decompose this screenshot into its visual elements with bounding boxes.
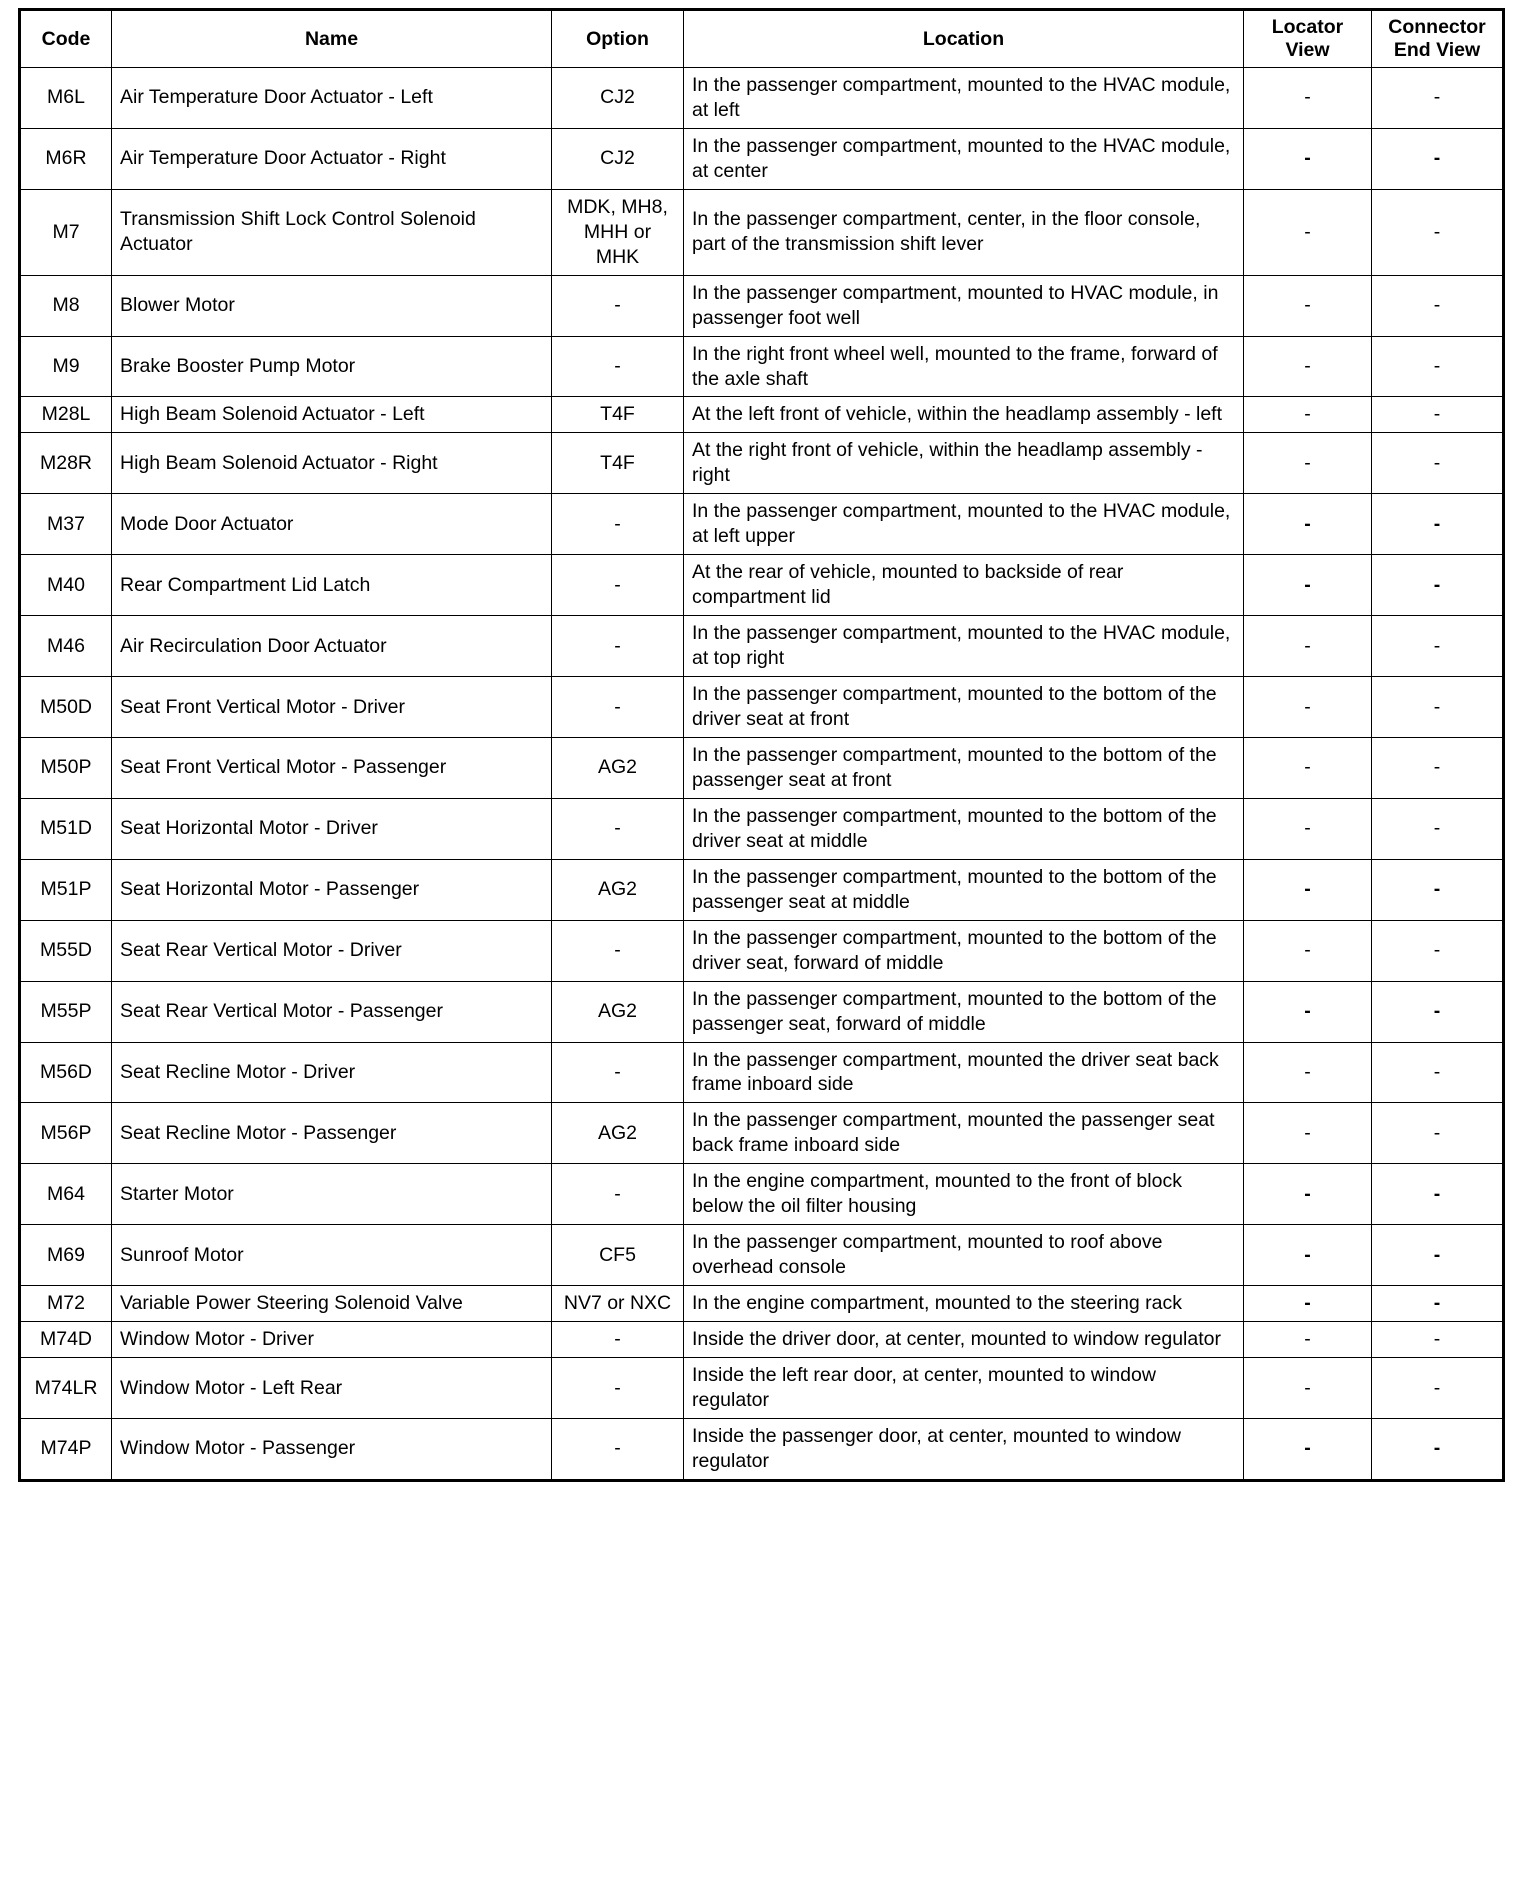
table-row bbox=[20, 68, 1504, 129]
cell-code: M50P bbox=[20, 737, 112, 798]
cell-option: CJ2 bbox=[552, 68, 684, 129]
cell-location: In the passenger compartment, center, in the floor console, part of the transmission shift lever bbox=[684, 189, 1244, 275]
cell-option: AG2 bbox=[552, 859, 684, 920]
cell-name: Air Temperature Door Actuator - Left bbox=[112, 68, 552, 129]
cell-locator-view: - bbox=[1244, 336, 1372, 397]
cell-location: Inside the driver door, at center, mounted to window regulator bbox=[684, 1322, 1244, 1358]
cell-locator-view: - bbox=[1244, 920, 1372, 981]
cell-connector-end-view: - bbox=[1372, 1358, 1504, 1419]
table-row bbox=[20, 1322, 1504, 1358]
cell-name: Seat Front Vertical Motor - Passenger bbox=[112, 737, 552, 798]
cell-name: Seat Rear Vertical Motor - Driver bbox=[112, 920, 552, 981]
cell-location: In the passenger compartment, mounted to the HVAC module, at center bbox=[684, 128, 1244, 189]
cell-code: M74D bbox=[20, 1322, 112, 1358]
cell-name: Window Motor - Passenger bbox=[112, 1418, 552, 1480]
cell-code: M56D bbox=[20, 1042, 112, 1103]
cell-connector-end-view: - bbox=[1372, 859, 1504, 920]
cell-connector-end-view: - bbox=[1372, 920, 1504, 981]
cell-code: M7 bbox=[20, 189, 112, 275]
cell-name: Window Motor - Left Rear bbox=[112, 1358, 552, 1419]
cell-connector-end-view: - bbox=[1372, 128, 1504, 189]
table-row bbox=[20, 737, 1504, 798]
cell-connector-end-view: - bbox=[1372, 1225, 1504, 1286]
cell-option: - bbox=[552, 1358, 684, 1419]
cell-name: Window Motor - Driver bbox=[112, 1322, 552, 1358]
table-row bbox=[20, 798, 1504, 859]
cell-location: In the passenger compartment, mounted to the bottom of the driver seat at front bbox=[684, 677, 1244, 738]
cell-code: M6R bbox=[20, 128, 112, 189]
table-row bbox=[20, 397, 1504, 433]
cell-locator-view: - bbox=[1244, 1225, 1372, 1286]
cell-code: M37 bbox=[20, 494, 112, 555]
cell-location: In the passenger compartment, mounted the passenger seat back frame inboard side bbox=[684, 1103, 1244, 1164]
cell-option: - bbox=[552, 555, 684, 616]
cell-connector-end-view: - bbox=[1372, 1286, 1504, 1322]
cell-connector-end-view: - bbox=[1372, 189, 1504, 275]
column-header-name: Name bbox=[112, 10, 552, 68]
cell-locator-view: - bbox=[1244, 737, 1372, 798]
cell-name: Starter Motor bbox=[112, 1164, 552, 1225]
locator-view-line-1: Locator bbox=[1271, 16, 1344, 38]
cell-option: CJ2 bbox=[552, 128, 684, 189]
cell-location: In the passenger compartment, mounted to the bottom of the passenger seat at middle bbox=[684, 859, 1244, 920]
table-header bbox=[20, 10, 1504, 68]
cell-option: - bbox=[552, 1322, 684, 1358]
cell-connector-end-view: - bbox=[1372, 1164, 1504, 1225]
table-row bbox=[20, 1164, 1504, 1225]
cell-code: M55D bbox=[20, 920, 112, 981]
cell-connector-end-view: - bbox=[1372, 336, 1504, 397]
cell-location: In the engine compartment, mounted to the front of block below the oil filter housing bbox=[684, 1164, 1244, 1225]
cell-code: M9 bbox=[20, 336, 112, 397]
cell-locator-view: - bbox=[1244, 1103, 1372, 1164]
table-row bbox=[20, 1103, 1504, 1164]
cell-locator-view: - bbox=[1244, 1164, 1372, 1225]
column-header-connector-end-view bbox=[1372, 10, 1504, 68]
cell-location: In the passenger compartment, mounted to the bottom of the driver seat at middle bbox=[684, 798, 1244, 859]
cell-locator-view: - bbox=[1244, 616, 1372, 677]
cell-connector-end-view: - bbox=[1372, 1418, 1504, 1480]
table-row bbox=[20, 1358, 1504, 1419]
cell-option: - bbox=[552, 1418, 684, 1480]
cell-code: M74P bbox=[20, 1418, 112, 1480]
table-row bbox=[20, 920, 1504, 981]
cell-name: Air Temperature Door Actuator - Right bbox=[112, 128, 552, 189]
table-row bbox=[20, 555, 1504, 616]
cell-locator-view: - bbox=[1244, 397, 1372, 433]
cell-code: M40 bbox=[20, 555, 112, 616]
cell-option: NV7 or NXC bbox=[552, 1286, 684, 1322]
cell-option: T4F bbox=[552, 397, 684, 433]
cell-name: Seat Front Vertical Motor - Driver bbox=[112, 677, 552, 738]
cell-code: M72 bbox=[20, 1286, 112, 1322]
table-row bbox=[20, 859, 1504, 920]
table-row bbox=[20, 433, 1504, 494]
connector-end-view-line-1: Connector bbox=[1388, 16, 1486, 38]
cell-option: - bbox=[552, 494, 684, 555]
cell-connector-end-view: - bbox=[1372, 677, 1504, 738]
cell-locator-view: - bbox=[1244, 1358, 1372, 1419]
cell-location: In the passenger compartment, mounted to the bottom of the passenger seat, forward of middle bbox=[684, 981, 1244, 1042]
cell-option: - bbox=[552, 275, 684, 336]
table-body bbox=[20, 68, 1504, 1481]
cell-code: M51P bbox=[20, 859, 112, 920]
cell-option: - bbox=[552, 920, 684, 981]
cell-locator-view: - bbox=[1244, 981, 1372, 1042]
cell-locator-view: - bbox=[1244, 275, 1372, 336]
cell-code: M56P bbox=[20, 1103, 112, 1164]
table-row bbox=[20, 1418, 1504, 1480]
cell-connector-end-view: - bbox=[1372, 616, 1504, 677]
column-header-option: Option bbox=[552, 10, 684, 68]
cell-connector-end-view: - bbox=[1372, 1103, 1504, 1164]
cell-location: In the passenger compartment, mounted to the HVAC module, at left bbox=[684, 68, 1244, 129]
table-row bbox=[20, 616, 1504, 677]
cell-location: In the passenger compartment, mounted to the bottom of the driver seat, forward of middle bbox=[684, 920, 1244, 981]
cell-option: AG2 bbox=[552, 1103, 684, 1164]
cell-locator-view: - bbox=[1244, 1042, 1372, 1103]
cell-option: - bbox=[552, 616, 684, 677]
cell-option: - bbox=[552, 798, 684, 859]
cell-option: AG2 bbox=[552, 981, 684, 1042]
cell-code: M8 bbox=[20, 275, 112, 336]
cell-locator-view: - bbox=[1244, 494, 1372, 555]
cell-option: - bbox=[552, 677, 684, 738]
cell-code: M69 bbox=[20, 1225, 112, 1286]
cell-option: AG2 bbox=[552, 737, 684, 798]
cell-locator-view: - bbox=[1244, 798, 1372, 859]
cell-location: Inside the passenger door, at center, mounted to window regulator bbox=[684, 1418, 1244, 1480]
column-header-code: Code bbox=[20, 10, 112, 68]
cell-connector-end-view: - bbox=[1372, 981, 1504, 1042]
table-row bbox=[20, 1286, 1504, 1322]
cell-name: Seat Recline Motor - Passenger bbox=[112, 1103, 552, 1164]
cell-name: Transmission Shift Lock Control Solenoid Actuator bbox=[112, 189, 552, 275]
cell-location: In the passenger compartment, mounted to HVAC module, in passenger foot well bbox=[684, 275, 1244, 336]
cell-connector-end-view: - bbox=[1372, 798, 1504, 859]
cell-location: In the right front wheel well, mounted to the frame, forward of the axle shaft bbox=[684, 336, 1244, 397]
cell-locator-view: - bbox=[1244, 128, 1372, 189]
table-row bbox=[20, 1225, 1504, 1286]
cell-location: Inside the left rear door, at center, mounted to window regulator bbox=[684, 1358, 1244, 1419]
cell-code: M74LR bbox=[20, 1358, 112, 1419]
cell-location: In the engine compartment, mounted to the steering rack bbox=[684, 1286, 1244, 1322]
cell-code: M64 bbox=[20, 1164, 112, 1225]
cell-code: M50D bbox=[20, 677, 112, 738]
cell-locator-view: - bbox=[1244, 677, 1372, 738]
cell-option: MDK, MH8, MHH or MHK bbox=[552, 189, 684, 275]
cell-location: At the right front of vehicle, within the headlamp assembly - right bbox=[684, 433, 1244, 494]
cell-name: Sunroof Motor bbox=[112, 1225, 552, 1286]
cell-location: At the rear of vehicle, mounted to backside of rear compartment lid bbox=[684, 555, 1244, 616]
cell-name: Air Recirculation Door Actuator bbox=[112, 616, 552, 677]
cell-name: High Beam Solenoid Actuator - Right bbox=[112, 433, 552, 494]
cell-location: In the passenger compartment, mounted to the HVAC module, at left upper bbox=[684, 494, 1244, 555]
cell-option: CF5 bbox=[552, 1225, 684, 1286]
cell-locator-view: - bbox=[1244, 1286, 1372, 1322]
table-row bbox=[20, 494, 1504, 555]
cell-connector-end-view: - bbox=[1372, 397, 1504, 433]
table-row bbox=[20, 981, 1504, 1042]
cell-locator-view: - bbox=[1244, 555, 1372, 616]
cell-option: T4F bbox=[552, 433, 684, 494]
component-locations-table bbox=[18, 8, 1505, 1482]
cell-name: Variable Power Steering Solenoid Valve bbox=[112, 1286, 552, 1322]
table-row bbox=[20, 1042, 1504, 1103]
cell-code: M28R bbox=[20, 433, 112, 494]
cell-code: M46 bbox=[20, 616, 112, 677]
cell-option: - bbox=[552, 336, 684, 397]
cell-name: Seat Horizontal Motor - Passenger bbox=[112, 859, 552, 920]
cell-code: M55P bbox=[20, 981, 112, 1042]
column-header-location: Location bbox=[684, 10, 1244, 68]
cell-location: In the passenger compartment, mounted to the bottom of the passenger seat at front bbox=[684, 737, 1244, 798]
locator-view-line-2: View bbox=[1285, 39, 1330, 61]
cell-locator-view: - bbox=[1244, 68, 1372, 129]
cell-locator-view: - bbox=[1244, 189, 1372, 275]
connector-end-view-line-2: End View bbox=[1393, 39, 1481, 61]
cell-name: Seat Recline Motor - Driver bbox=[112, 1042, 552, 1103]
cell-name: Seat Rear Vertical Motor - Passenger bbox=[112, 981, 552, 1042]
cell-name: Seat Horizontal Motor - Driver bbox=[112, 798, 552, 859]
cell-connector-end-view: - bbox=[1372, 1042, 1504, 1103]
cell-location: In the passenger compartment, mounted to the HVAC module, at top right bbox=[684, 616, 1244, 677]
cell-location: In the passenger compartment, mounted to roof above overhead console bbox=[684, 1225, 1244, 1286]
table-row bbox=[20, 336, 1504, 397]
cell-connector-end-view: - bbox=[1372, 1322, 1504, 1358]
cell-connector-end-view: - bbox=[1372, 68, 1504, 129]
cell-option: - bbox=[552, 1042, 684, 1103]
cell-location: At the left front of vehicle, within the headlamp assembly - left bbox=[684, 397, 1244, 433]
cell-locator-view: - bbox=[1244, 1418, 1372, 1480]
cell-name: Rear Compartment Lid Latch bbox=[112, 555, 552, 616]
table-row bbox=[20, 128, 1504, 189]
cell-option: - bbox=[552, 1164, 684, 1225]
cell-locator-view: - bbox=[1244, 859, 1372, 920]
cell-locator-view: - bbox=[1244, 433, 1372, 494]
cell-connector-end-view: - bbox=[1372, 494, 1504, 555]
cell-code: M28L bbox=[20, 397, 112, 433]
table-row bbox=[20, 677, 1504, 738]
table-row bbox=[20, 275, 1504, 336]
cell-location: In the passenger compartment, mounted the driver seat back frame inboard side bbox=[684, 1042, 1244, 1103]
table-row bbox=[20, 189, 1504, 275]
cell-connector-end-view: - bbox=[1372, 433, 1504, 494]
column-header-locator-view bbox=[1244, 10, 1372, 68]
cell-connector-end-view: - bbox=[1372, 275, 1504, 336]
cell-connector-end-view: - bbox=[1372, 555, 1504, 616]
cell-connector-end-view: - bbox=[1372, 737, 1504, 798]
cell-code: M6L bbox=[20, 68, 112, 129]
cell-code: M51D bbox=[20, 798, 112, 859]
cell-name: High Beam Solenoid Actuator - Left bbox=[112, 397, 552, 433]
cell-name: Blower Motor bbox=[112, 275, 552, 336]
header-row bbox=[20, 10, 1504, 68]
cell-name: Mode Door Actuator bbox=[112, 494, 552, 555]
cell-locator-view: - bbox=[1244, 1322, 1372, 1358]
cell-name: Brake Booster Pump Motor bbox=[112, 336, 552, 397]
